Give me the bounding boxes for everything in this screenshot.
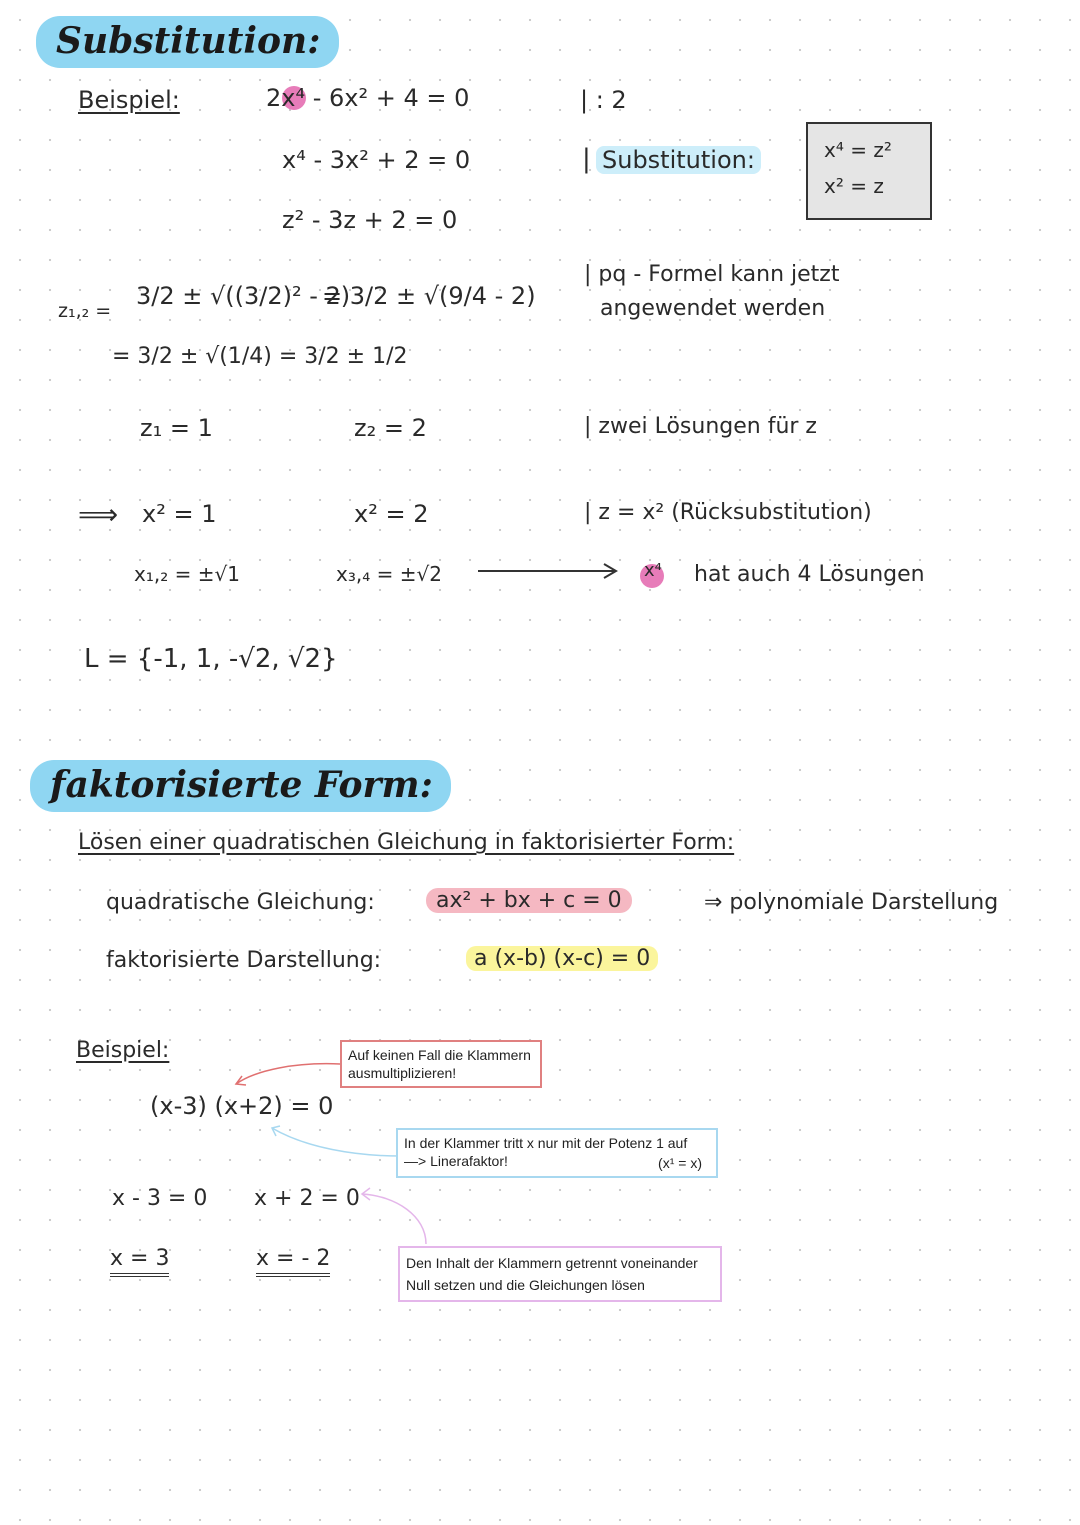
note-linear-line-2: —> Linerafaktor!	[404, 1153, 508, 1169]
section-title-factorized: faktorisierte Form:	[30, 760, 451, 812]
substitution-label: Substitution:	[596, 146, 761, 174]
note-linear-factor	[396, 1128, 718, 1178]
z1-result: z₁ = 1	[140, 414, 213, 442]
beispiel-label-2: Beispiel:	[76, 1038, 170, 1063]
substitution-box	[806, 122, 932, 220]
implies-arrow-icon: ⟹	[78, 498, 119, 531]
x4-label: x⁴	[644, 560, 662, 581]
equation-3: z² - 3z + 2 = 0	[282, 206, 458, 234]
solution-a: x = 3	[110, 1246, 169, 1277]
back-substitution-note: | z = x² (Rücksubstitution)	[584, 500, 872, 525]
equation-1-note: | : 2	[580, 86, 627, 114]
equation-a: x - 3 = 0	[112, 1186, 208, 1211]
factorized-equation: a (x-b) (x-c) = 0	[466, 946, 658, 971]
x-equation-1: x² = 1	[142, 500, 217, 528]
substitution-row-2: x² = z	[824, 174, 884, 198]
pq-line-2: = 3/2 ± √(1/4) = 3/2 ± 1/2	[112, 344, 408, 369]
arrow-to-equation-icon	[226, 1058, 346, 1088]
equation-b: x + 2 = 0	[254, 1186, 360, 1211]
note-null-setzen: Den Inhalt der Klammern getrennt voneinander Null setzen und die Gleichungen lösen	[398, 1246, 722, 1302]
polynomial-note: ⇒ polynomiale Darstellung	[704, 890, 999, 915]
note-linear-power: (x¹ = x)	[658, 1155, 702, 1171]
x-equation-2: x² = 2	[354, 500, 429, 528]
equation-2: x⁴ - 3x² + 2 = 0	[282, 146, 471, 174]
arrow-from-linear-note-icon	[266, 1120, 406, 1160]
arrow-from-null-note-icon	[356, 1186, 436, 1248]
z2-result: z₂ = 2	[354, 414, 427, 442]
solution-set: L = {-1, 1, -√2, √2}	[84, 644, 338, 674]
pq-line-1b: = 3/2 ± √(9/4 - 2)	[322, 282, 536, 310]
quadratic-equation: ax² + bx + c = 0	[426, 888, 632, 913]
pq-note-line-2: angewendet werden	[600, 296, 826, 321]
substitution-row-1: x⁴ = z²	[824, 138, 892, 162]
section-2-heading: Lösen einer quadratischen Gleichung in faktorisierter Form:	[78, 830, 735, 855]
note-no-expand: Auf keinen Fall die Klammern ausmultiplizieren!	[340, 1040, 542, 1088]
pq-note-line-1: | pq - Formel kann jetzt	[584, 262, 840, 287]
x12-solution: x₁,₂ = ±√1	[134, 562, 240, 586]
z-note: | zwei Lösungen für z	[584, 414, 817, 439]
x4-note: hat auch 4 Lösungen	[694, 562, 925, 587]
section-title-substitution: Substitution:	[36, 16, 339, 68]
equation-2-bar: |	[582, 144, 591, 174]
pq-line-1: 3/2 ± √((3/2)² - 2)	[136, 282, 351, 310]
example-equation: (x-3) (x+2) = 0	[150, 1092, 334, 1120]
solution-b: x = - 2	[256, 1246, 330, 1277]
note-linear-line-1: In der Klammer tritt x nur mit der Potenz 1 auf	[404, 1135, 688, 1151]
beispiel-label: Beispiel:	[78, 86, 180, 114]
pq-lhs: z₁,₂ =	[58, 300, 112, 322]
x34-solution: x₃,₄ = ±√2	[336, 562, 442, 586]
quadratic-label: quadratische Gleichung:	[106, 890, 375, 915]
equation-1: 2x⁴ - 6x² + 4 = 0	[266, 84, 470, 112]
right-arrow-icon	[476, 560, 624, 582]
factorized-label: faktorisierte Darstellung:	[106, 948, 382, 973]
